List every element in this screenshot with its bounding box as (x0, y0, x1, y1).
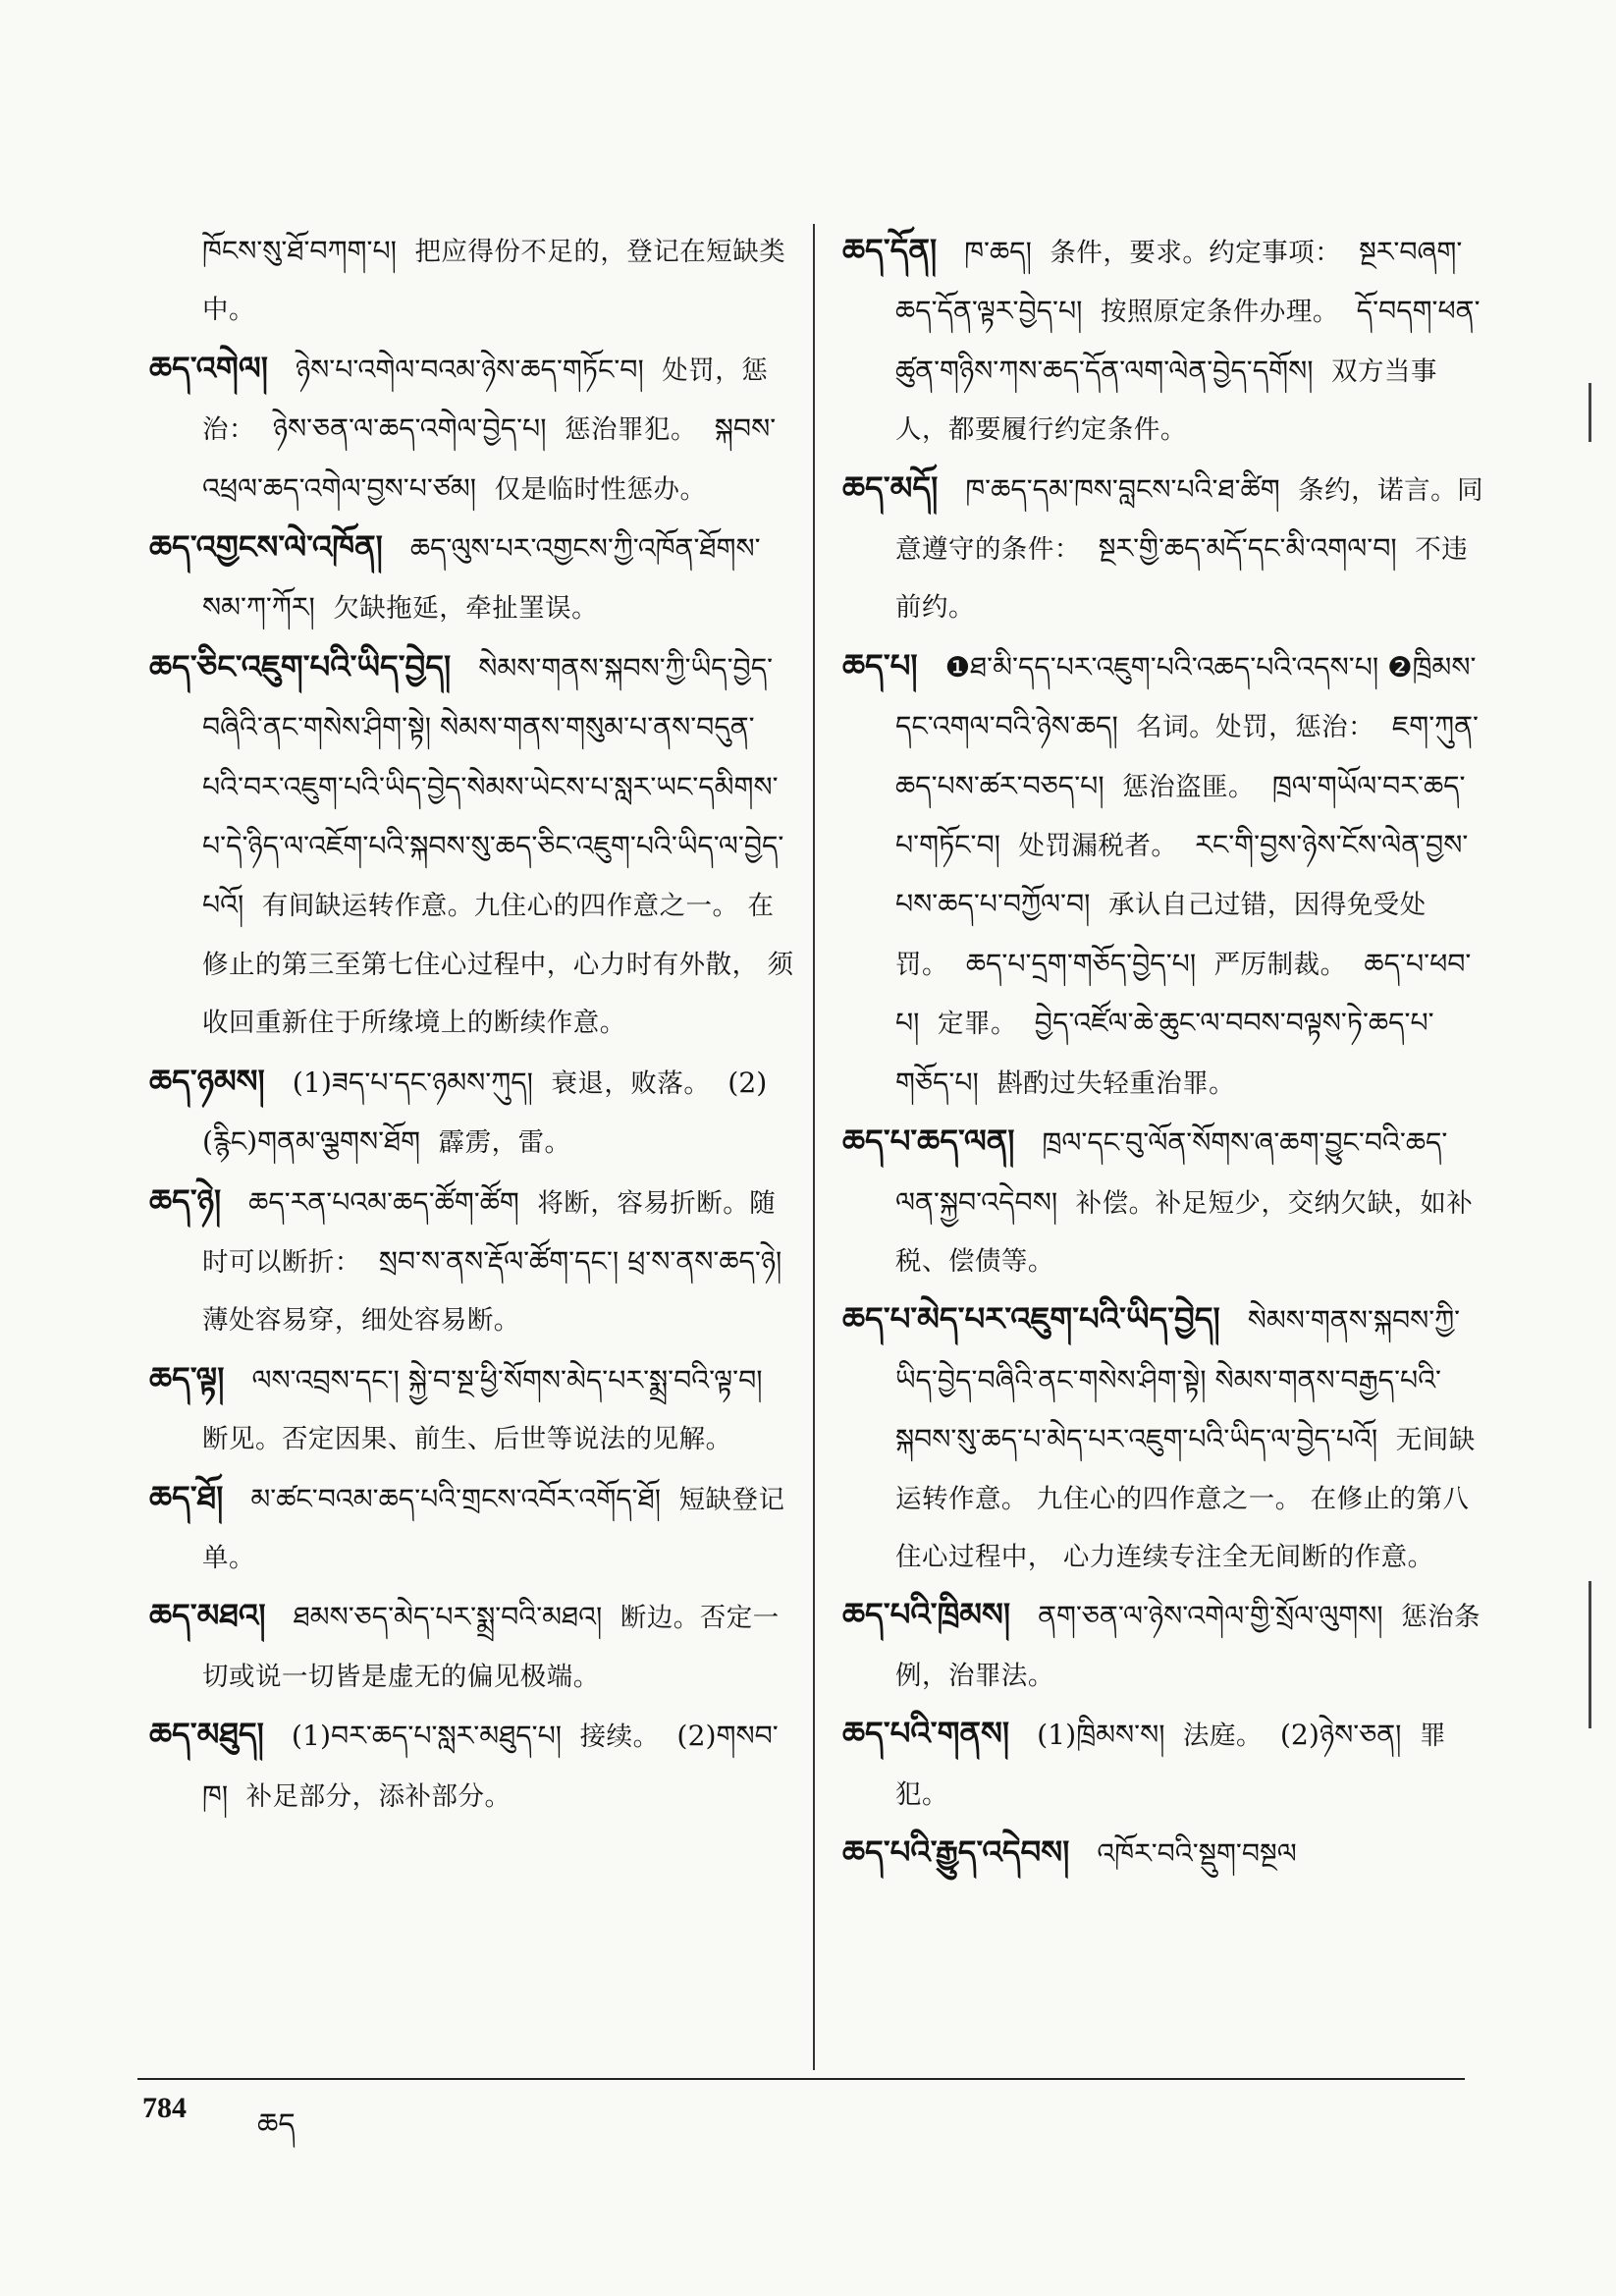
dictionary-entry (149, 1173, 795, 1350)
tibetan-text: སྲབ་ས་ནས་རྡོལ་ཚོག་དང་། ཕྲ་ས་ནས་ཆད་ཉེ། (378, 1244, 782, 1278)
headword: ཆད་མདོ། (842, 468, 939, 507)
dictionary-entry (842, 1705, 1484, 1824)
dictionary-entry-continued (149, 222, 795, 340)
chinese-text: 惩治罪犯。 (565, 414, 697, 446)
headword: ཆད་པའི་ཁྲིམས། (842, 1596, 1011, 1634)
tibetan-text: (2)གསབ་ཁ། (202, 1720, 779, 1812)
tibetan-text: ཇག་ཀུན་ཆད་པས་ཚར་བཅད་པ། (895, 710, 1479, 802)
tibetan-text: ཁ་ཆད། (964, 236, 1032, 268)
chinese-text: 按照原定条件办理。 (1100, 297, 1339, 328)
chinese-text: 处罚漏税者。 (1018, 831, 1178, 862)
running-head: ཆད (257, 2107, 296, 2142)
headword: ཆད་ལྟ། (149, 1359, 225, 1397)
dictionary-entry (149, 1053, 795, 1173)
tibetan-text: ལས་འབྲས་དང་། སྐྱེ་བ་སྔ་ཕྱི་སོགས་མེད་པར་སྨྲ་བའི་ལྟ་བ། (251, 1363, 763, 1396)
headword: ཆད་འགེལ། (149, 349, 268, 387)
tibetan-text: (1)ཁྲིམས་ས། (1037, 1719, 1165, 1752)
headword: ཆད་པའི་རྒྱུད་འདེབས། (842, 1832, 1070, 1871)
chinese-text: 衰退，败落。 (551, 1067, 711, 1099)
scan-edge-mark (1589, 383, 1591, 442)
tibetan-text: ཉེས་ཅན་ལ་ཆད་འགེལ་བྱེད་པ། (272, 412, 547, 446)
chinese-text: 罪犯。 (895, 1721, 1446, 1810)
tibetan-text: ཉེས་པ་འགེལ་བའམ་ཉེས་ཆད་གཏོང་བ། (295, 353, 644, 386)
tibetan-text: (1)ཟད་པ་དང་ཉམས་ཀུད། (292, 1066, 533, 1099)
chinese-text: 双方当事人，都要履行约定条件。 (895, 355, 1437, 446)
headword: ཆད་མཐའ། (149, 1597, 266, 1635)
dictionary-entry (149, 519, 795, 638)
chinese-text: 定罪。 (937, 1009, 1017, 1040)
dictionary-entry (842, 1290, 1484, 1586)
tibetan-text: སེམས་གནས་སྐབས་ཀྱི་ཡིད་བྱེད་བཞིའི་ནང་གསེས་ཤིག་སྟེ། སེམས་གནས་གསུམ་པ་ནས་བདུན་པའི་བར་འཇུག་པའི་ཡིད་བྱེད་སེམས་ཡེངས་པ་སླར་ཡང་དམིགས་པ་དེ་ཉིད་ལ་འཇོག་པའི་སྐབས་སུ་ཆད་ཅིང་འཇུག་པའི་ཡིད་ལ་བྱེད་པའོ། (202, 651, 784, 922)
chinese-text: 欠缺拖延，牵扯罣误。 (333, 593, 599, 625)
tibetan-text: (2)ཉེས་ཅན། (1279, 1719, 1402, 1752)
tibetan-text: ནག་ཅན་ལ་ཉེས་འགེལ་གྱི་སྲོལ་ལུགས། (1038, 1600, 1383, 1633)
dictionary-entry (149, 1706, 795, 1826)
scan-edge-mark (1589, 1581, 1591, 1728)
chinese-text: 法庭。 (1183, 1721, 1263, 1752)
chinese-text: 惩治盗匪。 (1122, 771, 1256, 802)
dictionary-entry (842, 460, 1484, 637)
dictionary-entry (149, 638, 795, 1053)
tibetan-text: སེམས་གནས་སྐབས་ཀྱི་ཡིད་བྱེད་བཞིའི་ནང་གསེས་ཤིག་སྟེ། སེམས་གནས་བརྒྱད་པའི་སྐབས་སུ་ཆད་པ་མེད་པར་འཇུག་པའི་ཡིད་ལ་བྱེད་པའོ། (895, 1304, 1461, 1456)
chinese-text: 补足部分，添补部分。 (245, 1780, 512, 1812)
chinese-text: 断边。否定一切或说一切皆是虚无的偏见极端。 (202, 1603, 780, 1692)
tibetan-text: ཐམས་ཅད་མེད་པར་སྨྲ་བའི་མཐའ། (293, 1601, 603, 1634)
chinese-text: 无间缺运转作意。 九住心的四作意之一。 在修止的第八住心过程中， 心力连续专注全无间断的作意。 (895, 1425, 1476, 1572)
headword: ཆད་པ་མེད་པར་འཇུག་པའི་ཡིད་བྱེད། (842, 1300, 1220, 1339)
headword: ཆད་པའི་གནས། (842, 1715, 1010, 1753)
tibetan-text: ཁོངས་སུ་ཐོ་བཀག་པ། (202, 235, 397, 267)
tibetan-text: སྔར་གྱི་ཆད་མདོ་དང་མི་འགལ་བ། (1098, 532, 1397, 566)
tibetan-text: སྔར་བཞག་ཆད་དོན་ལྟར་བྱེད་པ། (895, 236, 1463, 328)
chinese-text: 惩治条例，治罪法。 (895, 1602, 1481, 1691)
chinese-text: 将断，容易折断。随时可以断折： (202, 1187, 777, 1278)
dictionary-entry (842, 1824, 1484, 1884)
headword: ཆད་མཐུད། (149, 1716, 264, 1754)
headword: ཆད་འགྱངས་ལེ་འཁོན། (149, 528, 383, 567)
chinese-text: 接续。 (579, 1722, 660, 1753)
chinese-text: 有间缺运转作意。九住心的四作意之一。 在修止的第三至第七住心过程中，心力时有外散， 须收回重新住于所缘境上的断续作意。 (202, 891, 794, 1039)
dictionary-entry (149, 340, 795, 519)
dictionary-entry (842, 1113, 1484, 1290)
chinese-text: 条件，要求。约定事项： (1050, 238, 1342, 268)
dictionary-entry (149, 1469, 795, 1588)
chinese-text: 把应得份不足的，登记在短缺类中。 (202, 237, 786, 326)
chinese-text: 仅是临时性惩办。 (494, 473, 707, 505)
dictionary-entry (149, 1587, 795, 1706)
headword: ཆད་དོན། (842, 232, 938, 269)
chinese-text: 不违前约。 (895, 534, 1469, 624)
tibetan-text: ཆད་པ་ཕབ་པ། (895, 947, 1472, 1040)
chinese-text: 承认自己过错，因得免受处罚。 (895, 890, 1427, 980)
tibetan-text: དོ་བདག་ཕན་ཚུན་གཉིས་ཀས་ཆད་དོན་ལག་ལེན་བྱེད་དགོས། (895, 295, 1481, 387)
chinese-text: 短缺登记单。 (202, 1484, 785, 1573)
dictionary-entry (842, 637, 1484, 1113)
right-column (842, 222, 1484, 2062)
tibetan-text: ཁྲལ་དང་བུ་ལོན་སོགས་ཞ་ཆག་བྱུང་བའི་ཆད་ལན་སྐྱབ་འདེབས། (895, 1126, 1448, 1219)
chinese-text: 条约，诺言。同意遵守的条件： (895, 474, 1484, 566)
tibetan-text: སྐབས་འཕྲལ་ཆད་འགེལ་བྱས་པ་ཙམ། (202, 412, 777, 505)
headword: ཆད་པ། (842, 646, 918, 684)
tibetan-text: ཁྲལ་གཡོལ་བར་ཆད་པ་གཏོང་བ། (895, 769, 1466, 862)
tibetan-text: ཆད་པ་དྲག་གཅོད་བྱེད་པ། (965, 947, 1197, 980)
headword: ཆད་ཉམས། (149, 1062, 265, 1100)
tibetan-text: འཁོར་བའི་སྡུག་བསྔལ (1097, 1836, 1297, 1870)
headword: ཆད་ཉེ། (149, 1181, 222, 1220)
tibetan-text: (2)(རྙིང)གནམ་ལྕགས་ཐོག (202, 1066, 768, 1159)
headword: ཆད་ཅིང་འཇུག་པའི་ཡིད་བྱེད། (149, 647, 452, 685)
headword: ཆད་པ་ཆད་ལན། (842, 1122, 1015, 1161)
tibetan-text: ཆད་རན་པའམ་ཆད་ཚོག་ཚོག (248, 1185, 519, 1219)
chinese-text: 断见。否定因果、前生、后世等说法的见解。 (202, 1424, 732, 1455)
tibetan-text: ཆད་ལུས་པར་འགྱངས་ཀྱི་འཁོན་ཐོགས་སམ་ཀ་ཀོར། (202, 532, 761, 625)
tibetan-text: (1)བར་ཆད་པ་སླར་མཐུད་པ། (291, 1720, 563, 1753)
headword: ཆད་ཐོ། (149, 1478, 224, 1516)
tibetan-text: ཁ་ཆད་དམ་ཁས་བླངས་པའི་ཐ་ཚིག (965, 472, 1280, 506)
left-column (149, 222, 795, 2062)
footer-rule (137, 2078, 1465, 2080)
dictionary-entry (149, 1350, 795, 1469)
chinese-text: 斟酌过失轻重治罪。 (997, 1067, 1236, 1099)
chinese-text: 名词。处罚，惩治： (1136, 712, 1375, 743)
tibetan-text: བྱེད་འཛོལ་ཆེ་ཆུང་ལ་བབས་བལྟས་ཏེ་ཆད་པ་གཅོད་པ། (895, 1007, 1434, 1099)
tibetan-text: ❶ཐ་མི་དད་པར་འཇུག་པའི་འཆད་པའི་འདས་པ། ❷ཁྲིམས་དང་འགལ་བའི་ཉེས་ཆད། (895, 650, 1477, 743)
chinese-text: 薄处容易穿，细处容易断。 (202, 1305, 520, 1337)
chinese-text: 补偿。补足短少，交纳欠缺，如补税、偿债等。 (895, 1187, 1474, 1277)
dictionary-entry (842, 1586, 1484, 1705)
dictionary-entry (842, 222, 1484, 460)
chinese-text: 霹雳，雷。 (438, 1127, 571, 1159)
page-number: 784 (142, 2092, 187, 2124)
tibetan-text: མ་ཚང་བའམ་ཆད་པའི་གྲངས་འབོར་འགོད་ཐོ། (250, 1482, 662, 1515)
column-divider (813, 224, 815, 2070)
chinese-text: 处罚，惩治： (202, 355, 769, 446)
tibetan-text: རང་གི་བྱས་ཉེས་ངོས་ལེན་བྱས་པས་ཆད་པ་བཀྱོལ་བ། (895, 829, 1469, 921)
chinese-text: 严厉制裁。 (1213, 949, 1347, 980)
